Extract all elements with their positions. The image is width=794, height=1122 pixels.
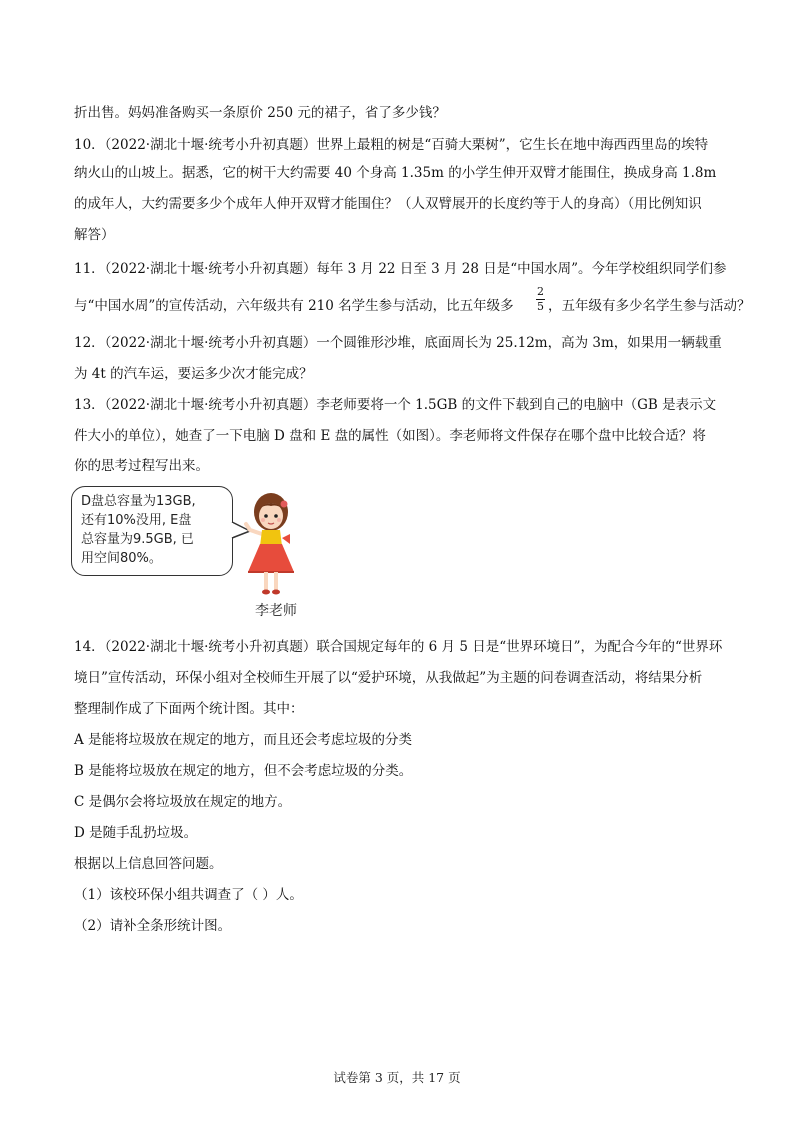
question-13-line: 你的思考过程写出来。 bbox=[74, 458, 209, 474]
bubble-line: D盘总容量为13GB, bbox=[81, 494, 196, 509]
bubble-line: 还有10%没用, E盘 bbox=[81, 513, 192, 528]
sub-question-2: （2）请补全条形统计图。 bbox=[74, 918, 232, 934]
question-10-line: 10．（2022·湖北十堰·统考小升初真题）世界上最粗的树是“百骑大栗树”，它生长在地中海西西里岛的埃特 bbox=[74, 137, 709, 153]
bubble-line: 用空间80%。 bbox=[81, 551, 162, 566]
question-10-line: 的成年人，大约需要多少个成年人伸开双臂才能围住？（人双臂展开的长度约等于人的身高）（用比例知识 bbox=[74, 196, 702, 212]
question-11-line: 11．（2022·湖北十堰·统考小升初真题）每年 3 月 22 日至 3 月 28 日是“中国水周”。今年学校组织同学们参 bbox=[74, 261, 727, 277]
fraction bbox=[536, 286, 545, 313]
option-b: B 是能将垃圾放在规定的地方，但不会考虑垃圾的分类。 bbox=[74, 763, 413, 779]
question-10-line: 纳火山的山坡上。据悉，它的树干大约需要 40 个身高 1.35m 的小学生伸开双臂才能围住，换成身高 1.8m bbox=[74, 165, 717, 181]
fraction-numerator: 2 bbox=[537, 285, 544, 298]
page-footer: 试卷第 3 页，共 17 页 bbox=[333, 1070, 461, 1085]
bubble-line: 总容量为9.5GB, 已 bbox=[81, 532, 194, 547]
fraction-denominator: 5 bbox=[537, 300, 544, 313]
question-11-line: ，五年级有多少名学生参与活动？ bbox=[548, 298, 751, 314]
speech-bubble-text bbox=[81, 492, 196, 568]
option-c: C 是偶尔会将垃圾放在规定的地方。 bbox=[74, 794, 292, 810]
text-line: 折出售。妈妈准备购买一条原价 250 元的裙子，省了多少钱？ bbox=[74, 105, 446, 121]
figure-caption: 李老师 bbox=[255, 603, 297, 619]
question-12-line: 12．（2022·湖北十堰·统考小升初真题）一个圆锥形沙堆，底面周长为 25.12m，高为 3m，如果用一辆载重 bbox=[74, 335, 722, 351]
question-14-line: 14．（2022·湖北十堰·统考小升初真题）联合国规定每年的 6 月 5 日是“世界环境日”，为配合今年的“世界环 bbox=[74, 639, 723, 655]
option-d: D 是随手乱扔垃圾。 bbox=[74, 825, 198, 841]
sub-question-1: （1）该校环保小组共调查了（ ）人。 bbox=[74, 887, 303, 903]
instruction-line: 根据以上信息回答问题。 bbox=[74, 856, 223, 872]
question-13-line: 件大小的单位），她查了一下电脑 D 盘和 E 盘的属性（如图）。李老师将文件保存在哪个盘中比较合适？将 bbox=[74, 428, 706, 444]
question-12-line: 为 4t 的汽车运，要运多少次才能完成？ bbox=[74, 366, 313, 382]
question-14-line: 整理制作成了下面两个统计图。其中： bbox=[74, 701, 304, 717]
question-14-line: 境日”宣传活动，环保小组对全校师生开展了以“爱护环境，从我做起”为主题的问卷调查活动，将结果分析 bbox=[74, 670, 703, 686]
question-13-line: 13．（2022·湖北十堰·统考小升初真题）李老师要将一个 1.5GB 的文件下载到自己的电脑中（GB 是表示文 bbox=[74, 397, 717, 413]
question-11-line: 与“中国水周”的宣传活动，六年级共有 210 名学生参与活动，比五年级多 bbox=[74, 298, 514, 314]
teacher-girl-illustration bbox=[240, 490, 302, 600]
option-a: A 是能将垃圾放在规定的地方，而且还会考虑垃圾的分类 bbox=[74, 732, 413, 748]
question-10-line: 解答） bbox=[74, 227, 115, 243]
